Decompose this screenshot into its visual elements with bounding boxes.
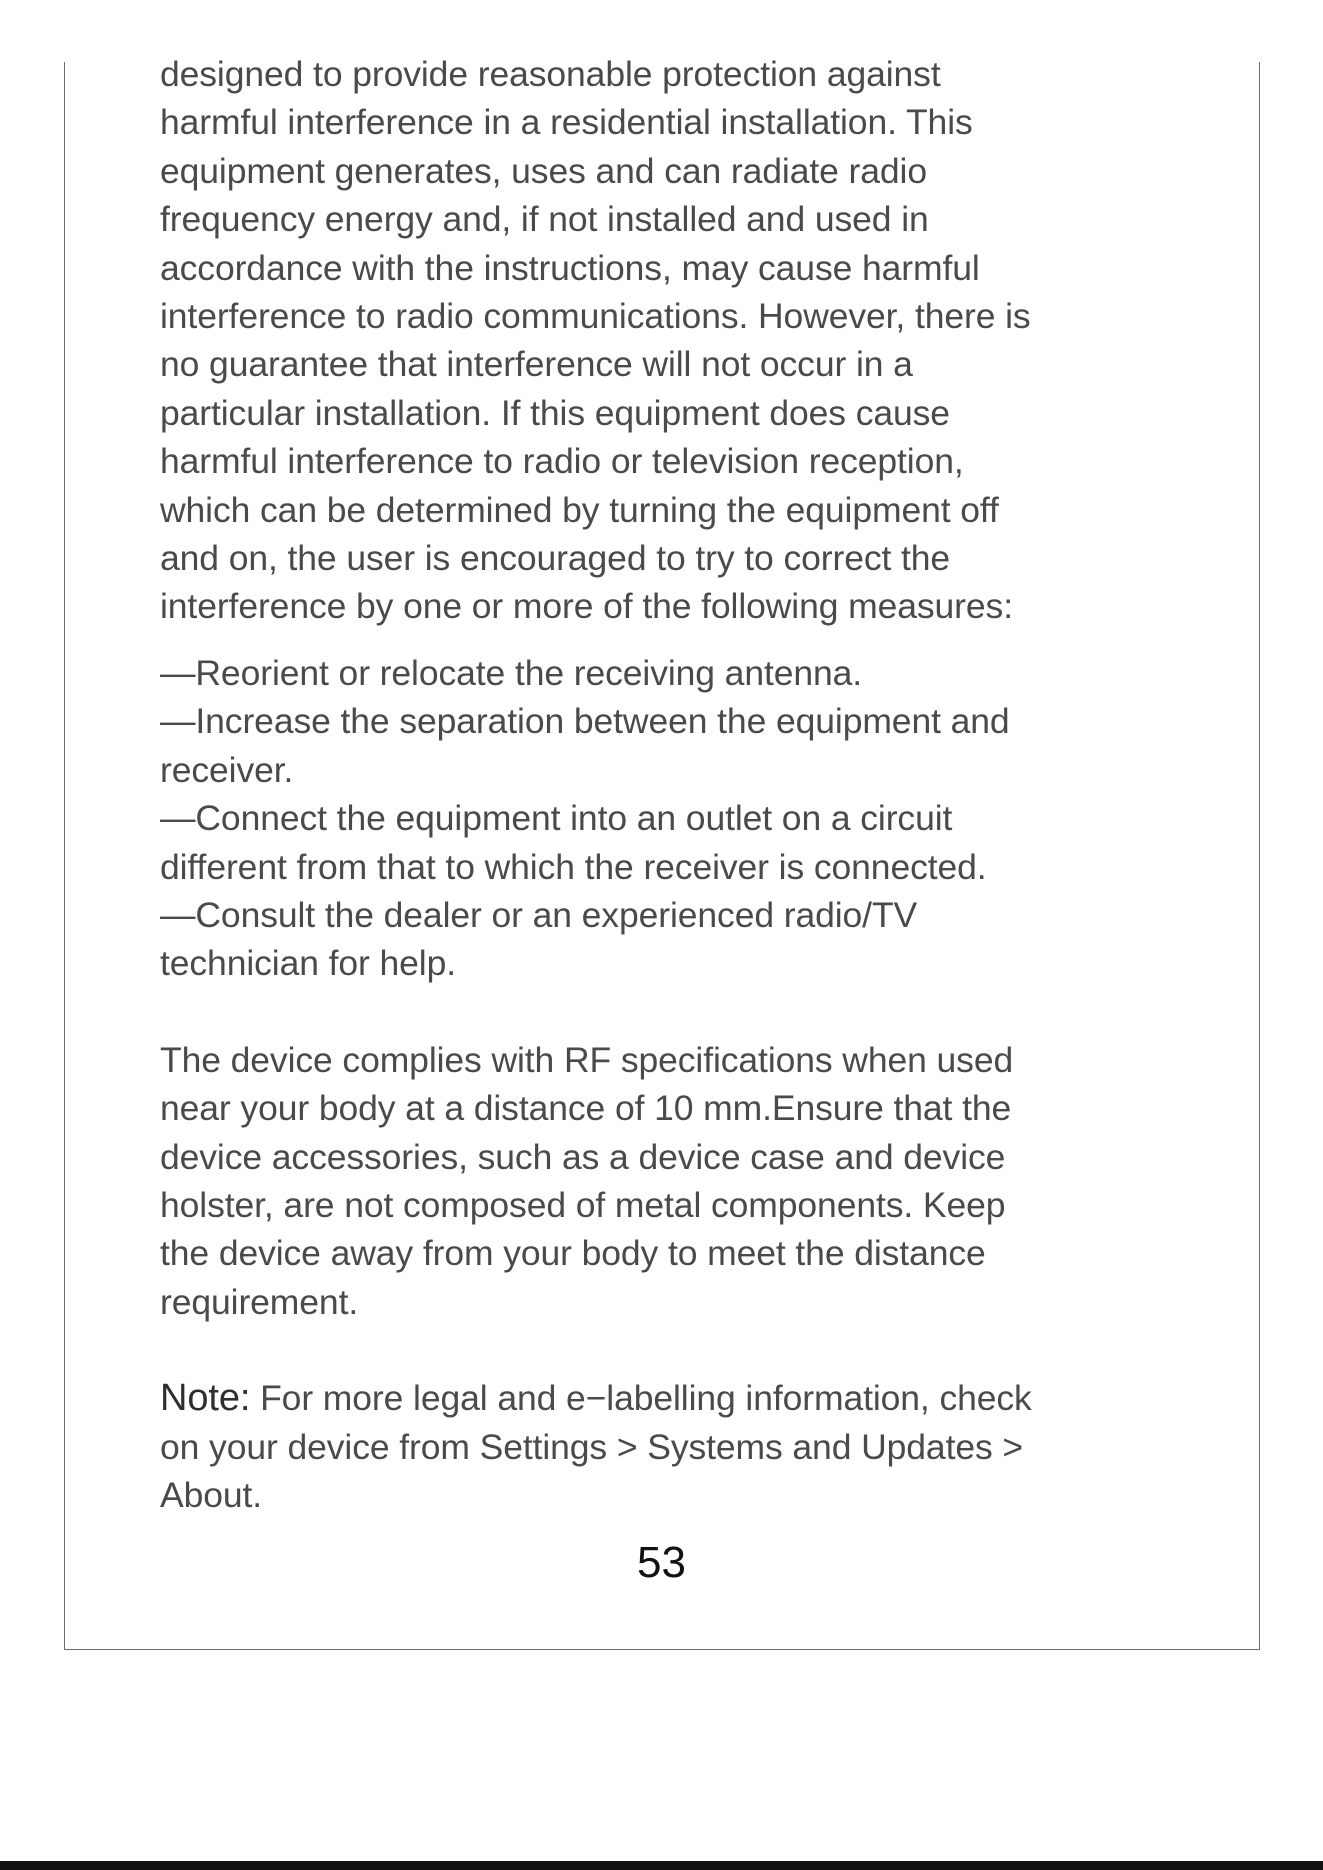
interference-paragraph (160, 50, 1150, 631)
text-line: interference to radio communications. However, there is (160, 296, 1031, 337)
measure-item-continuation: different from that to which the receiver is connected. (160, 846, 987, 887)
text-line: equipment generates, uses and can radiate radio (160, 150, 927, 191)
text-line: frequency energy and, if not installed and used in (160, 199, 929, 240)
text-line: harmful interference in a residential installation. This (160, 102, 973, 143)
measure-item: —Increase the separation between the equipment and (160, 701, 1010, 742)
measures-list (160, 649, 1150, 988)
bottom-edge-bar (0, 1861, 1323, 1870)
measure-item-continuation: technician for help. (160, 943, 456, 984)
text-line: interference by one or more of the following measures: (160, 586, 1013, 627)
text-line: holster, are not composed of metal components. Keep (160, 1184, 1006, 1225)
rf-paragraph (160, 1036, 1150, 1326)
text-line: particular installation. If this equipment does cause (160, 392, 950, 433)
text-line: requirement. (160, 1281, 359, 1322)
note-first-line (160, 1374, 1150, 1422)
measure-item: —Reorient or relocate the receiving antenna. (160, 652, 863, 693)
text-line: no guarantee that interference will not occur in a (160, 344, 913, 385)
note-paragraph (160, 1374, 1150, 1519)
text-line: the device away from your body to meet the distance (160, 1233, 986, 1274)
text-line: which can be determined by turning the equipment off (160, 489, 999, 530)
text-line: harmful interference to radio or television reception, (160, 441, 964, 482)
measure-item: —Connect the equipment into an outlet on a circuit (160, 798, 953, 839)
note-label: Note: (160, 1377, 251, 1420)
page-content (160, 50, 1150, 1519)
text-line: device accessories, such as a device case and device (160, 1136, 1006, 1177)
text-line: near your body at a distance of 10 mm.Ensure that the (160, 1088, 1012, 1129)
measure-item-continuation: receiver. (160, 749, 294, 790)
note-text: For more legal and e−labelling information, check (250, 1378, 1032, 1419)
page-number: 53 (637, 1538, 686, 1587)
text-line: on your device from Settings > Systems and Updates > (160, 1426, 1024, 1467)
text-line: accordance with the instructions, may cause harmful (160, 247, 980, 288)
text-line: About. (160, 1474, 263, 1515)
text-line: The device complies with RF specifications when used (160, 1039, 1014, 1080)
text-line: and on, the user is encouraged to try to correct the (160, 538, 951, 579)
measure-item: —Consult the dealer or an experienced radio/TV (160, 894, 918, 935)
text-line: designed to provide reasonable protection against (160, 54, 941, 94)
